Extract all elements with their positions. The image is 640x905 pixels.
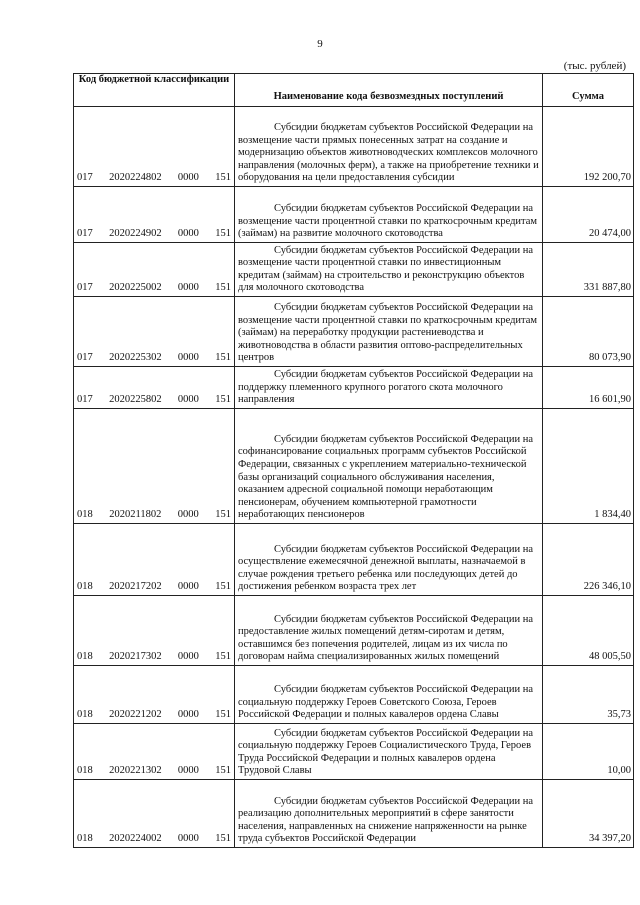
table-row xyxy=(74,780,634,848)
code-cell xyxy=(74,297,235,367)
name-text: Субсидии бюджетам субъектов Российской Федерации на осуществление ежемесячной денежной выплаты, назначаемой в случае рождения третьего ребенка или последующих детей до достижения ребенком возраста трех лет xyxy=(238,543,534,593)
admin-code: 017 xyxy=(77,282,93,294)
program-code: 0000 xyxy=(177,352,199,364)
name-text: Субсидии бюджетам субъектов Российской Федерации на реализацию дополнительных мероприятий в сфере занятости населения, направленных на снижение напряженности на рынке труда субъектов Российской Федерации xyxy=(238,795,534,845)
table-header-row xyxy=(74,74,634,107)
code-cell xyxy=(74,666,235,724)
sum-cell: 34 397,20 xyxy=(543,780,634,848)
header-sum: Сумма xyxy=(543,74,634,107)
program-code: 0000 xyxy=(177,651,199,663)
sum-cell: 48 005,50 xyxy=(543,596,634,666)
sum-cell: 16 601,90 xyxy=(543,367,634,409)
program-code: 0000 xyxy=(177,709,199,721)
revenue-code: 2020217202 xyxy=(109,581,162,593)
program-code: 0000 xyxy=(177,765,199,777)
admin-code: 017 xyxy=(77,172,93,184)
table-row xyxy=(74,724,634,780)
header-code: Код бюджетной классификации xyxy=(74,74,235,107)
code-cell xyxy=(74,724,235,780)
kosgu-code: 151 xyxy=(215,709,231,721)
kosgu-code: 151 xyxy=(215,581,231,593)
name-cell xyxy=(235,297,543,367)
unit-note: (тыс. рублей) xyxy=(563,60,626,72)
name-cell xyxy=(235,524,543,596)
code-cell xyxy=(74,107,235,187)
kosgu-code: 151 xyxy=(215,172,231,184)
table-row xyxy=(74,297,634,367)
kosgu-code: 151 xyxy=(215,651,231,663)
name-text: Субсидии бюджетам субъектов Российской Федерации на возмещение части процентной ставки по инвестиционным кредитам (займам) на строительство и реконструкцию объектов для молочного скотоводства xyxy=(238,244,534,294)
sum-cell: 1 834,40 xyxy=(543,409,634,524)
program-code: 0000 xyxy=(177,833,199,845)
revenue-code: 2020225002 xyxy=(109,282,162,294)
name-text: Субсидии бюджетам субъектов Российской Федерации на поддержку племенного крупного рогатого скота молочного направления xyxy=(238,369,534,406)
name-text: Субсидии бюджетам субъектов Российской Федерации на социальную поддержку Героев Социалистического Труда, Героев Труда Российской Федерации и полных кавалеров ордена Трудовой Славы xyxy=(238,727,534,777)
code-cell xyxy=(74,596,235,666)
revenue-code: 2020221302 xyxy=(109,765,162,777)
admin-code: 018 xyxy=(77,709,93,721)
kosgu-code: 151 xyxy=(215,765,231,777)
table-row xyxy=(74,666,634,724)
name-cell xyxy=(235,409,543,524)
revenue-code: 2020225802 xyxy=(109,394,162,406)
admin-code: 018 xyxy=(77,651,93,663)
table-row xyxy=(74,524,634,596)
code-cell xyxy=(74,243,235,297)
code-cell xyxy=(74,187,235,243)
table-row xyxy=(74,409,634,524)
sum-cell: 331 887,80 xyxy=(543,243,634,297)
name-cell xyxy=(235,724,543,780)
name-cell xyxy=(235,666,543,724)
program-code: 0000 xyxy=(177,581,199,593)
kosgu-code: 151 xyxy=(215,509,231,521)
admin-code: 017 xyxy=(77,394,93,406)
kosgu-code: 151 xyxy=(215,228,231,240)
code-cell xyxy=(74,409,235,524)
program-code: 0000 xyxy=(177,282,199,294)
name-cell xyxy=(235,596,543,666)
name-cell xyxy=(235,187,543,243)
admin-code: 018 xyxy=(77,581,93,593)
name-cell xyxy=(235,780,543,848)
kosgu-code: 151 xyxy=(215,833,231,845)
table-row xyxy=(74,187,634,243)
name-text: Субсидии бюджетам субъектов Российской Федерации на возмещение части процентной ставки по краткосрочным кредитам (займам) на развитие молочного скотоводства xyxy=(238,203,538,240)
name-cell xyxy=(235,243,543,297)
revenue-code: 2020217302 xyxy=(109,651,162,663)
revenue-code: 2020225302 xyxy=(109,352,162,364)
header-name: Наименование кода безвозмездных поступлений xyxy=(235,74,543,107)
name-cell xyxy=(235,367,543,409)
admin-code: 018 xyxy=(77,765,93,777)
name-text: Субсидии бюджетам субъектов Российской Федерации на возмещение части процентной ставки по краткосрочным кредитам (займам) на переработку продукции растениеводства и животноводства в области развития оптово-распределительных центров xyxy=(238,302,538,364)
sum-cell: 192 200,70 xyxy=(543,107,634,187)
code-cell xyxy=(74,780,235,848)
table-row xyxy=(74,243,634,297)
revenue-code: 2020224002 xyxy=(109,833,162,845)
kosgu-code: 151 xyxy=(215,282,231,294)
name-text: Субсидии бюджетам субъектов Российской Федерации на софинансирование социальных программ субъектов Российской Федерации, связанных с укреплением материально-технической базы организаций социального обслуживания населения, оказанием адресной социальной помощи неработающим пенсионерам, обучением компьютерной грамотности неработающих пенсионеров xyxy=(238,433,534,521)
name-text: Субсидии бюджетам субъектов Российской Федерации на возмещение части прямых понесенных затрат на создание и модернизацию объектов животноводческих комплексов молочного направления (молочных ферм), а также на приобретение техники и оборудования на цели предоставления субсидии xyxy=(238,122,539,184)
program-code: 0000 xyxy=(177,509,199,521)
table-body xyxy=(74,107,634,848)
revenue-code: 2020224902 xyxy=(109,228,162,240)
kosgu-code: 151 xyxy=(215,394,231,406)
name-text: Субсидии бюджетам субъектов Российской Федерации на социальную поддержку Героев Советского Союза, Героев Российской Федерации и полных кавалеров ордена Славы xyxy=(238,684,534,721)
admin-code: 017 xyxy=(77,352,93,364)
sum-cell: 35,73 xyxy=(543,666,634,724)
admin-code: 017 xyxy=(77,228,93,240)
sum-cell: 226 346,10 xyxy=(543,524,634,596)
table-row xyxy=(74,596,634,666)
name-text: Субсидии бюджетам субъектов Российской Федерации на предоставление жилых помещений детям-сиротам и детям, оставшимся без попечения родителей, лицам из их числа по договорам найма специализированных жилых помещений xyxy=(238,613,534,663)
admin-code: 018 xyxy=(77,509,93,521)
sum-cell: 20 474,00 xyxy=(543,187,634,243)
revenue-code: 2020224802 xyxy=(109,172,162,184)
program-code: 0000 xyxy=(177,172,199,184)
revenue-code: 2020211802 xyxy=(109,509,162,521)
program-code: 0000 xyxy=(177,394,199,406)
program-code: 0000 xyxy=(177,228,199,240)
name-cell xyxy=(235,107,543,187)
admin-code: 018 xyxy=(77,833,93,845)
code-cell xyxy=(74,367,235,409)
sum-cell: 80 073,90 xyxy=(543,297,634,367)
table-row xyxy=(74,367,634,409)
sum-cell: 10,00 xyxy=(543,724,634,780)
page-number: 9 xyxy=(317,38,323,50)
budget-table xyxy=(73,73,634,848)
table-row xyxy=(74,107,634,187)
kosgu-code: 151 xyxy=(215,352,231,364)
revenue-code: 2020221202 xyxy=(109,709,162,721)
code-cell xyxy=(74,524,235,596)
